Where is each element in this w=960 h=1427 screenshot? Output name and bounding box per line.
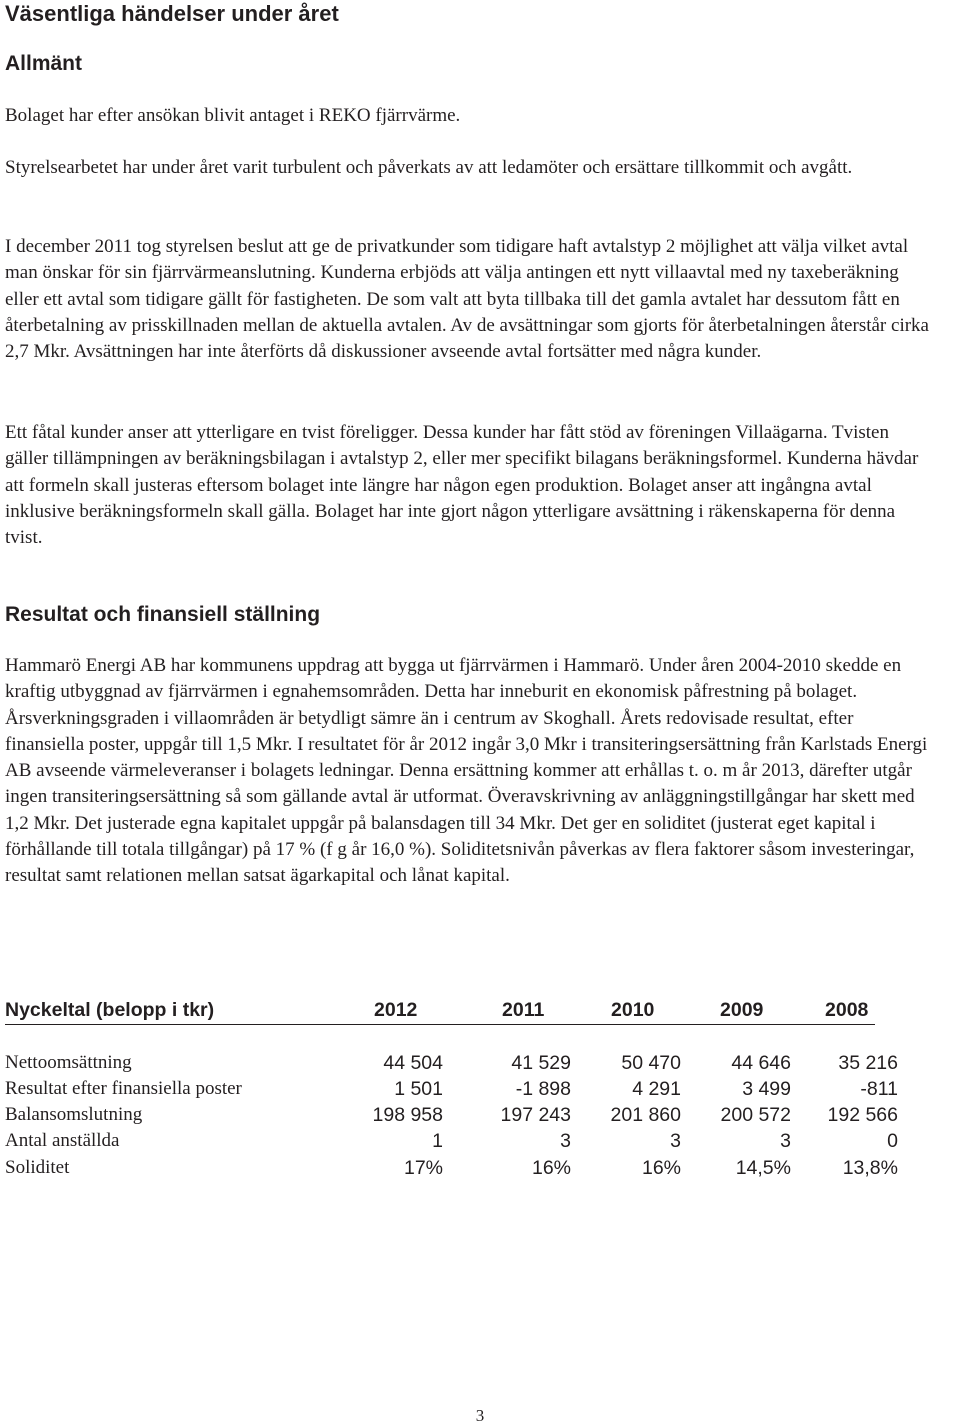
cell-value: 201 860	[610, 1104, 681, 1126]
cell-value: 16%	[531, 1157, 571, 1179]
page-number: 3	[475, 1406, 485, 1425]
cell-value: 16%	[641, 1157, 681, 1179]
subheading-result: Resultat och finansiell ställning	[5, 603, 321, 626]
table-row	[5, 1050, 905, 1077]
year-header: 2010	[611, 999, 655, 1021]
year-header: 2012	[374, 999, 418, 1021]
cell-value: 197 243	[500, 1104, 571, 1126]
row-label: Resultat efter finansiella poster	[5, 1078, 242, 1099]
cell-value: -1 898	[515, 1078, 571, 1100]
cell-value: 0	[887, 1130, 898, 1152]
table-row	[5, 1128, 905, 1155]
cell-value: 14,5%	[735, 1157, 791, 1179]
year-header: 2008	[825, 999, 869, 1021]
table-row	[5, 1102, 905, 1129]
year-header: 2011	[502, 999, 545, 1021]
key-figures-title: Nyckeltal (belopp i tkr)	[5, 999, 215, 1021]
cell-value: 1	[432, 1130, 443, 1152]
cell-value: 3	[670, 1130, 681, 1152]
cell-value: 44 504	[383, 1052, 443, 1074]
section-heading: Väsentliga händelser under året	[5, 1, 339, 26]
cell-value: 192 566	[827, 1104, 898, 1126]
subheading-general: Allmänt	[5, 52, 83, 75]
row-label: Nettoomsättning	[5, 1052, 132, 1073]
paragraph: Bolaget har efter ansökan blivit antaget i REKO fjärrvärme.	[5, 105, 461, 126]
cell-value: 17%	[403, 1157, 443, 1179]
cell-value: 4 291	[632, 1078, 681, 1100]
cell-value: 50 470	[621, 1052, 681, 1074]
paragraph: Ett fåtal kunder anser att ytterligare en tvist föreligger. Dessa kunder har fått stöd av föreningen Villaägarna. Tvisten gäller tillämpningen av beräkningsbilagan i avtalstyp 2, eller mer specifikt bilagans beräkningsformel. Kunderna hävdar att formeln skall justeras eftersom bolaget inte längre har någon egen produktion. Bolaget anser att ingångna avtal inklusive beräkningsformeln skall gälla. Bolaget har inte gjort någon ytterligare avsättning i räkenskaperna för denna tvist.	[5, 422, 919, 549]
paragraph: Styrelsearbetet har under året varit turbulent och påverkats av att ledamöter och ersättare tillkommit och avgått.	[5, 157, 853, 178]
cell-value: 13,8%	[842, 1157, 898, 1179]
paragraph: I december 2011 tog styrelsen beslut att ge de privatkunder som tidigare haft avtalstyp 2 möjlighet att välja vilket avtal man önskar för sin fjärrvärmeanslutning. Kunderna erbjöds att välja antingen ett nytt villaavtal med ny taxeberäkning eller ett avtal som tidigare gällt för fastigheten. De som valt att byta tillbaka till det gamla avtalet har dessutom fått en återbetalning av prisskillnaden mellan de aktuella avtalen. Av de avsättningar som gjorts för återbetalningen återstår cirka 2,7 Mkr. Avsättningen har inte återförts då diskussioner avseende avtal fortsätter med några kunder.	[5, 236, 929, 363]
table-row	[5, 1155, 905, 1182]
cell-value: 44 646	[731, 1052, 791, 1074]
row-label: Antal anställda	[5, 1130, 120, 1151]
row-label: Soliditet	[5, 1157, 70, 1178]
table-row	[5, 1076, 905, 1103]
cell-value: 3 499	[742, 1078, 791, 1100]
cell-value: 198 958	[372, 1104, 443, 1126]
cell-value: 3	[560, 1130, 571, 1152]
cell-value: 35 216	[838, 1052, 898, 1074]
cell-value: 1 501	[394, 1078, 443, 1100]
cell-value: 41 529	[511, 1052, 571, 1074]
cell-value: 200 572	[720, 1104, 791, 1126]
row-label: Balansomslutning	[5, 1104, 143, 1125]
key-figures-header	[5, 996, 875, 1025]
cell-value: -811	[860, 1078, 898, 1100]
paragraph: Hammarö Energi AB har kommunens uppdrag att bygga ut fjärrvärmen i Hammarö. Under åren 2004-2010 skedde en kraftig utbyggnad av fjärrvärmen i egnahemsområden. Detta har inneburit en ekonomisk påfrestning på bolaget. Årsverkningsgraden i villaområden är betydligt sämre än i centrum av Skoghall. Årets redovisade resultat, efter finansiella poster, uppgår till 1,5 Mkr. I resultatet för år 2012 ingår 3,0 Mkr i transiteringsersättning från Karlstads Energi AB avseende värmeleveranser i bolagets ledningar. Denna ersättning kommer att erhållas t. o. m år 2013, därefter utgår ingen transiteringsersättning så som gällande avtal är utformat. Överavskrivning av anläggningstillgångar har skett med 1,2 Mkr. Det justerade egna kapitalet uppgår på balansdagen till 34 Mkr. Det ger en soliditet (justerat eget kapital i förhållande till totala tillgångar) på 17 % (f g år 16,0 %). Soliditetsnivån påverkas av flera faktorer såsom investeringar, resultat samt relationen mellan satsat ägarkapital och lånat kapital.	[5, 655, 928, 887]
year-header: 2009	[720, 999, 764, 1021]
cell-value: 3	[780, 1130, 791, 1152]
